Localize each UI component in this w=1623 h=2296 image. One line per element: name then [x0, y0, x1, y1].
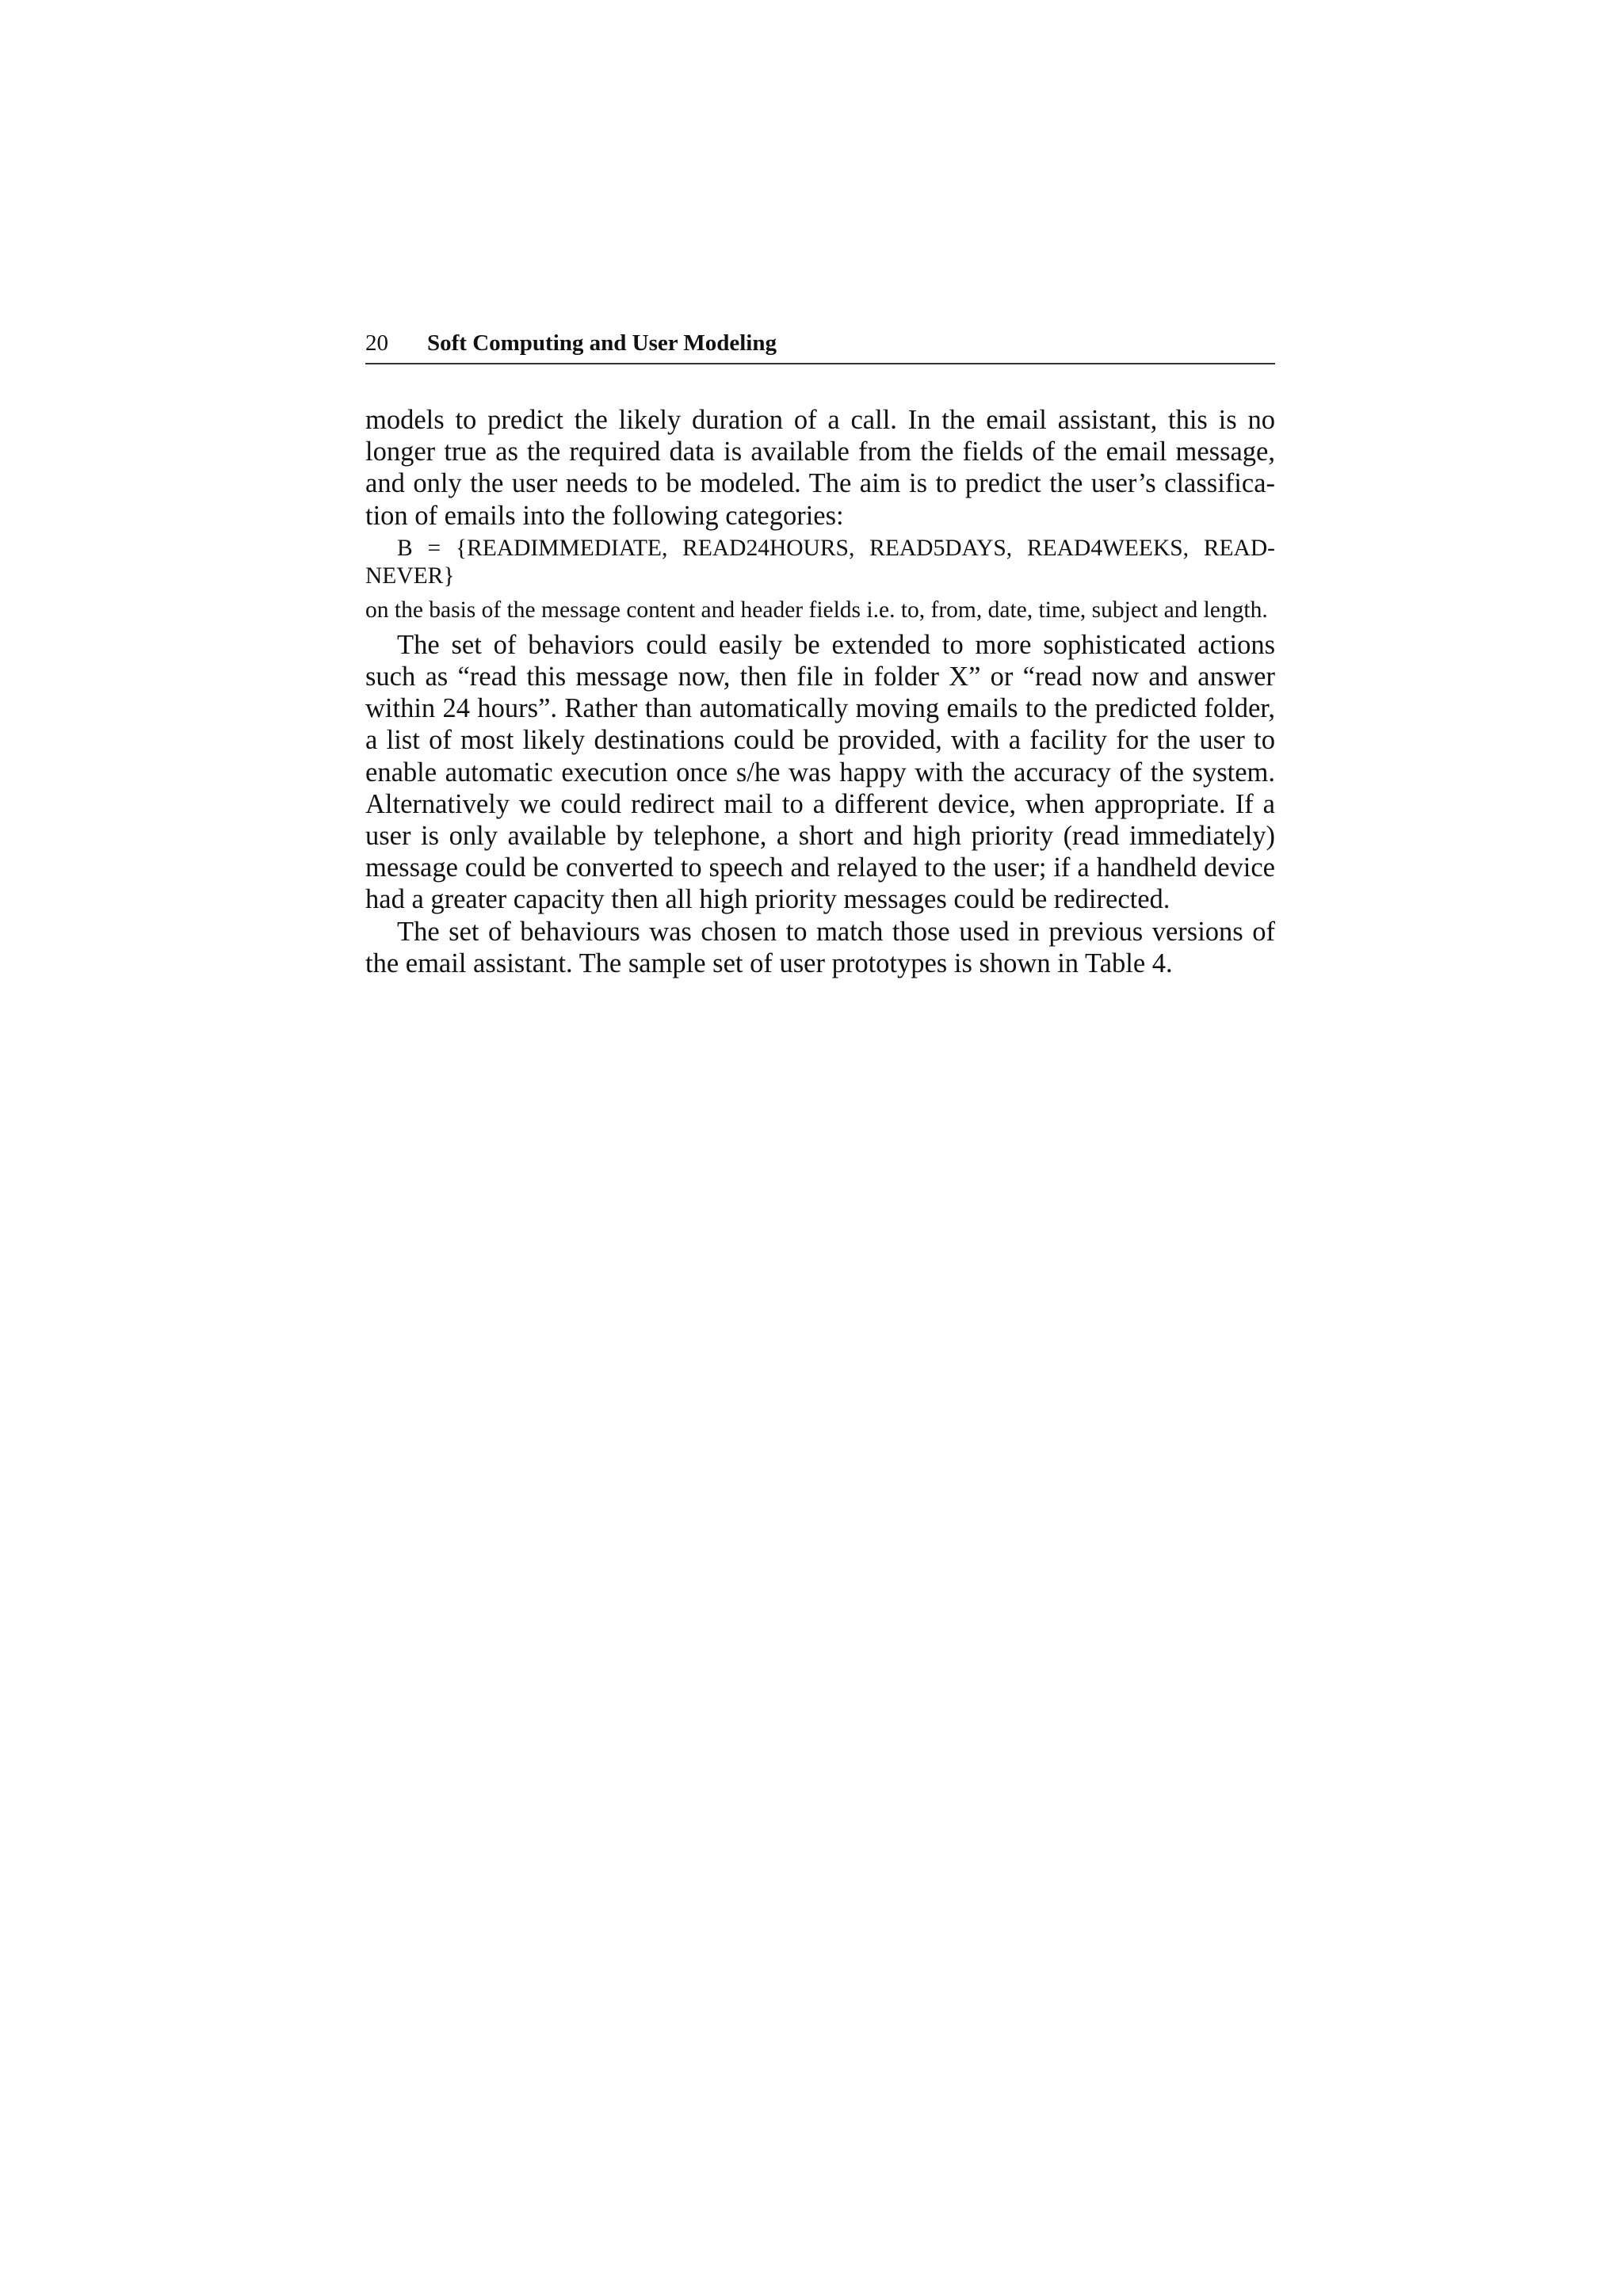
running-head: [365, 323, 1275, 364]
page-number: 20: [365, 330, 388, 356]
book-page: [365, 323, 1275, 979]
paragraph-behaviors: The set of behaviors could easily be extended to more sophisticated actions such as “read this message now, then file in folder X” or “read now and answer within 24 hours”. Rather than automatically moving emails to the predicted folder, a list of most likely destinations could be provided, with a facility for the user to enable automatic execution once s/he was happy with the accuracy of the system. Alternatively we could redirect mail to a different device, when appropriate. If a user is only available by telephone, a short and high priority (read immediately) message could be converted to speech and relayed to the user; if a handheld device had a greater capacity then all high priority messages could be redirected.: [365, 629, 1275, 915]
basis-statement: on the basis of the message content and header fields i.e. to, from, date, time, subject and length.: [365, 597, 1268, 623]
paragraph-prototypes: The set of behaviours was chosen to match those used in previous versions of the email assistant. The sample set of user prototypes is shown in Table 4.: [365, 916, 1275, 978]
book-title: Soft Computing and User Modeling: [427, 330, 777, 356]
behavior-set-formula: B = {READIMMEDIATE, READ24HOURS, READ5DAYS, READ4WEEKS, READ-NEVER}: [365, 535, 1275, 589]
paragraph-intro: models to predict the likely duration of a call. In the email assistant, this is no longer true as the required data is available from the fields of the email message, and only the user needs to be modeled. The aim is to predict the user’s classifica-tion of emails into the following categories:: [365, 405, 1275, 531]
body-text: [365, 404, 1275, 979]
